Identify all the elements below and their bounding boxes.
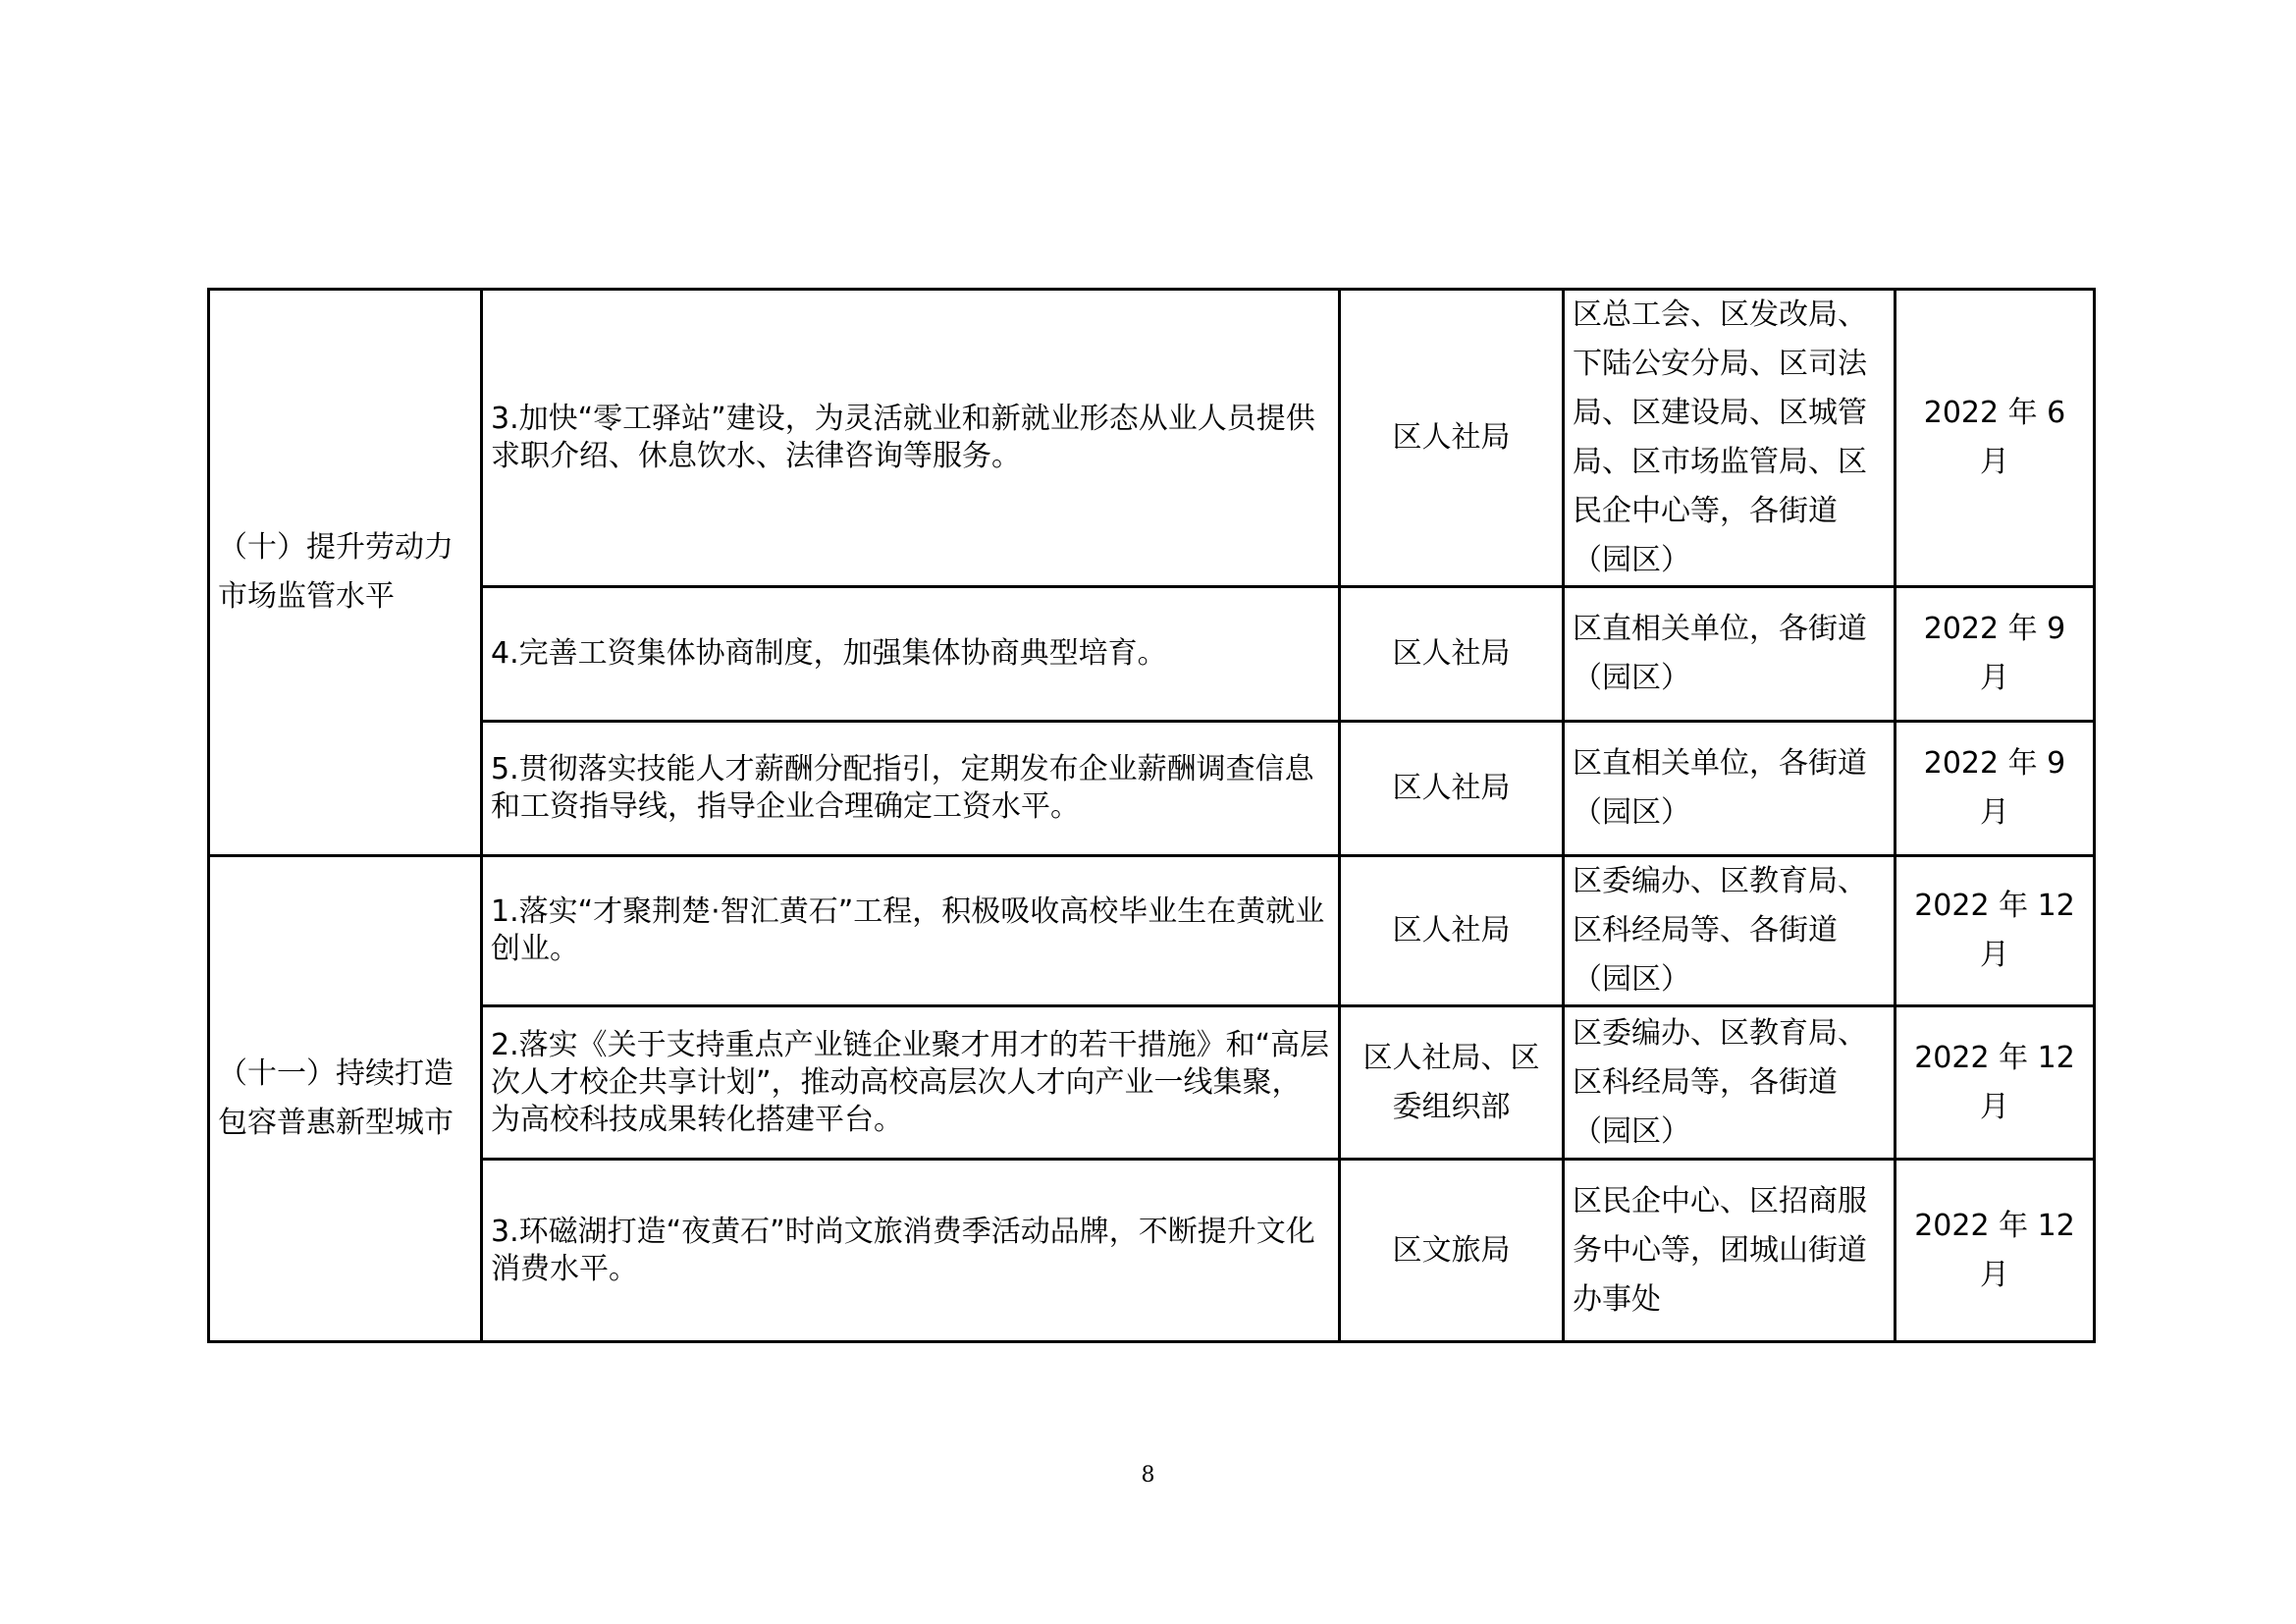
- category-cell: （十一）持续打造包容普惠新型城市: [209, 856, 482, 1342]
- table-row: [209, 290, 2095, 587]
- deadline-cell: 2022 年 12 月: [1896, 856, 2095, 1006]
- deadline-cell: 2022 年 9 月: [1896, 587, 2095, 722]
- cooperating-units-cell: 区总工会、区发改局、下陆公安分局、区司法局、区建设局、区城管局、区市场监管局、区民企中心等，各街道（园区）: [1564, 290, 1896, 587]
- lead-unit-cell: 区人社局: [1340, 587, 1564, 722]
- deadline-cell: 2022 年 12 月: [1896, 1160, 2095, 1342]
- cooperating-units-cell: 区直相关单位，各街道（园区）: [1564, 587, 1896, 722]
- table-row: [209, 1006, 2095, 1160]
- task-cell: 5.贯彻落实技能人才薪酬分配指引，定期发布企业薪酬调查信息和工资指导线，指导企业合理确定工资水平。: [482, 722, 1340, 856]
- table-row: [209, 856, 2095, 1006]
- deadline-cell: 2022 年 9 月: [1896, 722, 2095, 856]
- lead-unit-cell: 区人社局: [1340, 856, 1564, 1006]
- lead-unit-cell: 区人社局、区委组织部: [1340, 1006, 1564, 1160]
- task-cell: 3.环磁湖打造“夜黄石”时尚文旅消费季活动品牌，不断提升文化消费水平。: [482, 1160, 1340, 1342]
- cooperating-units-cell: 区委编办、区教育局、区科经局等、各街道（园区）: [1564, 856, 1896, 1006]
- lead-unit-cell: 区人社局: [1340, 290, 1564, 587]
- lead-unit-cell: 区人社局: [1340, 722, 1564, 856]
- page-number: 8: [1141, 1463, 1155, 1488]
- task-cell: 3.加快“零工驿站”建设，为灵活就业和新就业形态从业人员提供求职介绍、休息饮水、法律咨询等服务。: [482, 290, 1340, 587]
- task-cell: 4.完善工资集体协商制度，加强集体协商典型培育。: [482, 587, 1340, 722]
- cooperating-units-cell: 区直相关单位，各街道（园区）: [1564, 722, 1896, 856]
- task-cell: 1.落实“才聚荆楚·智汇黄石”工程，积极吸收高校毕业生在黄就业创业。: [482, 856, 1340, 1006]
- table-row: [209, 722, 2095, 856]
- table-row: [209, 1160, 2095, 1342]
- category-cell: （十）提升劳动力市场监管水平: [209, 290, 482, 856]
- measures-table: [207, 288, 2096, 1343]
- deadline-cell: 2022 年 12 月: [1896, 1006, 2095, 1160]
- cooperating-units-cell: 区委编办、区教育局、区科经局等，各街道（园区）: [1564, 1006, 1896, 1160]
- cooperating-units-cell: 区民企中心、区招商服务中心等，团城山街道办事处: [1564, 1160, 1896, 1342]
- deadline-cell: 2022 年 6 月: [1896, 290, 2095, 587]
- lead-unit-cell: 区文旅局: [1340, 1160, 1564, 1342]
- task-cell: 2.落实《关于支持重点产业链企业聚才用才的若干措施》和“高层次人才校企共享计划”，推动高校高层次人才向产业一线集聚，为高校科技成果转化搭建平台。: [482, 1006, 1340, 1160]
- table-row: [209, 587, 2095, 722]
